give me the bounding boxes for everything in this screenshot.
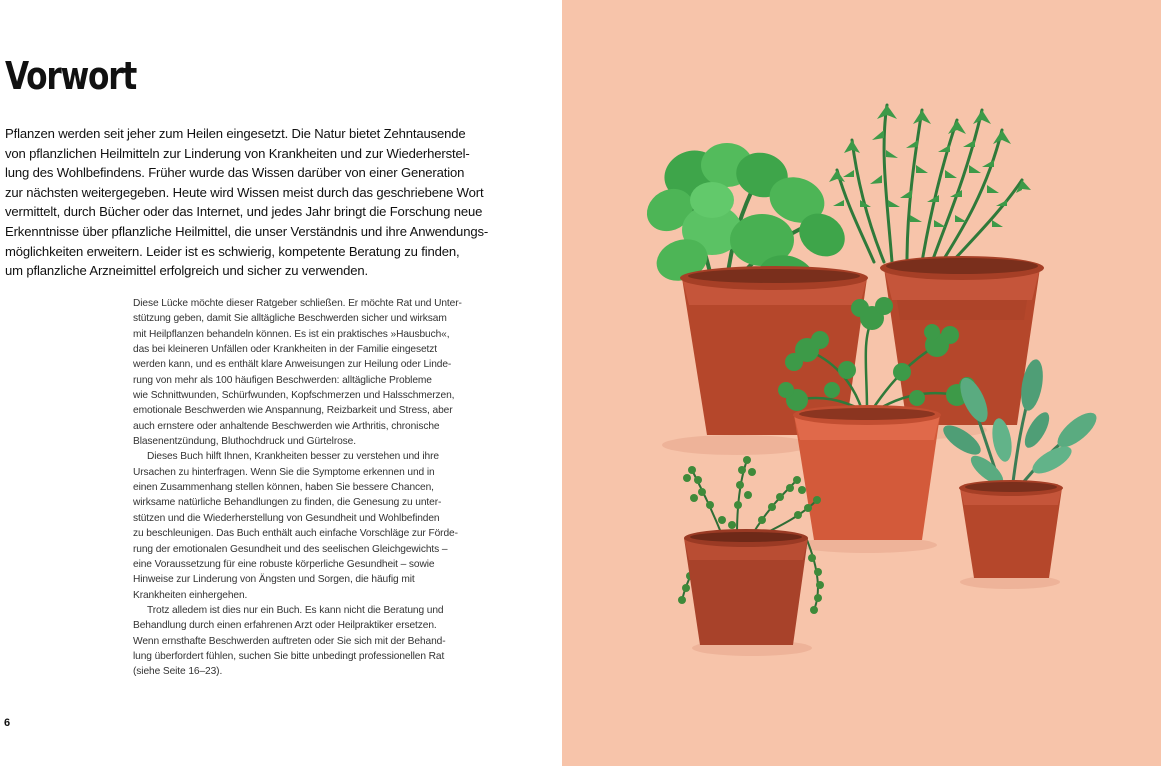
body-line: Blasenentzündung, Bluthochdruck und Gürtelrose. (133, 436, 356, 448)
body-line: Ursachen zu hinterfragen. Wenn Sie die Symptome erkennen und in (133, 466, 435, 478)
pot-right (959, 480, 1063, 578)
potted-herbs-illustration (562, 0, 1161, 766)
page-number: 6 (4, 717, 11, 729)
rosemary-plant (837, 105, 1022, 262)
pot-front-left (684, 529, 808, 645)
body-line: wie Schnittwunden, Schürfwunden, Kopfschmerzen und Halsschmerzen, (133, 390, 455, 402)
body-line: Hinweise zur Linderung von Ängsten und Sorgen, die häufig mit (133, 574, 415, 586)
body-line: Diese Lücke möchte dieser Ratgeber schließen. Er möchte Rat und Unter- (133, 298, 462, 309)
body-line: rung von mehr als 100 häufigen Beschwerden: alltägliche Probleme (133, 374, 432, 386)
body-line: das bei kleineren Unfällen oder Krankheiten in der Familie eingesetzt (133, 344, 437, 356)
intro-paragraph (5, 124, 545, 281)
body-line: emotionale Beschwerden wie Anspannung, Reizbarkeit und Stress, aber (133, 405, 453, 417)
body-line: rung der emotionalen Gesundheit und des seelischen Gleichgewichts – (133, 543, 448, 555)
body-line: zu beschleunigen. Das Buch enthält auch einfache Vorschläge zur Förde- (133, 528, 458, 540)
right-page-illustration (562, 0, 1161, 766)
body-line: Behandlung durch einen erfahrenen Arzt oder Heilpraktiker ersetzen. (133, 620, 437, 632)
body-line: wirksame natürliche Behandlungen zu finden, die Genesung zu unter- (133, 497, 442, 509)
body-line: werden kann, und es enthält klare Anweisungen zur Heilung oder Linde- (133, 359, 452, 371)
intro-line: zur nächsten weitergegeben. Heute wird Wissen meist durch das geschriebene Wort (5, 184, 484, 200)
body-line: Wenn ernsthafte Beschwerden auftreten oder Sie sich mit der Behand- (133, 635, 446, 647)
body-line: mit Heilpflanzen behandeln können. Es ist ein praktisches »Hausbuch«, (133, 328, 450, 340)
left-page (0, 0, 562, 766)
intro-line: von pflanzlichen Heilmitteln zur Linderung von Krankheiten und zur Wiederherstel- (5, 145, 470, 161)
body-line: Trotz alledem ist dies nur ein Buch. Es kann nicht die Beratung und (147, 604, 444, 616)
page-title: Vorwort (5, 54, 137, 98)
intro-line: lung des Wohlbefindens. Früher wurde das Wissen darüber von einer Generation (5, 165, 465, 181)
body-line: Dieses Buch hilft Ihnen, Krankheiten besser zu verstehen und ihre (147, 451, 439, 463)
intro-line: Erkenntnisse über pflanzliche Heilmittel, die unser Verständnis und ihre Anwendungs- (5, 223, 489, 239)
pot-middle (793, 405, 941, 540)
body-text (133, 296, 533, 680)
intro-line: vermittelt, durch Bücher oder das Internet, und jedes Jahr bringt die Forschung neue (5, 204, 483, 220)
body-line: stützen und die Wiederherstellung von Gesundheit und Wohlbefinden (133, 512, 440, 524)
intro-line: möglichkeiten erweitern. Leider ist es schwierig, kompetente Beratung zu finden, (5, 243, 460, 259)
body-line: stützung geben, damit Sie alltägliche Beschwerden sicher und wirksam (133, 313, 447, 325)
body-line: eine Voraussetzung für eine robuste körperliche Gesundheit – sowie (133, 558, 435, 570)
body-line: einen Zusammenhang stellen können, haben Sie bessere Chancen, (133, 482, 434, 494)
intro-line: Pflanzen werden seit jeher zum Heilen eingesetzt. Die Natur bietet Zehntausende (5, 126, 466, 141)
body-line: (siehe Seite 16–23). (133, 666, 223, 678)
body-line: lung überfordert fühlen, suchen Sie bitte unbedingt professionellen Rat (133, 650, 445, 662)
intro-line: um pflanzliche Arzneimittel erfolgreich und sicher zu verwenden. (5, 263, 369, 279)
body-line: Krankheiten einhergehen. (133, 589, 248, 601)
body-line: auch ernstere oder anhaltende Beschwerden wie Arthritis, chronische (133, 420, 440, 432)
